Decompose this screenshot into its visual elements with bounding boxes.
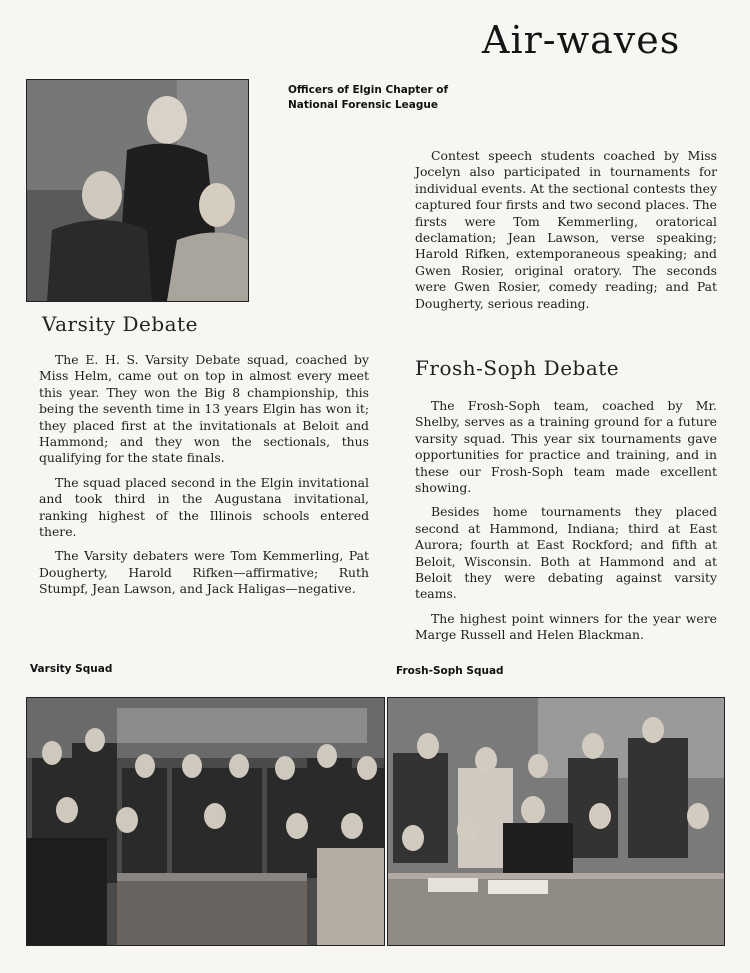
frosh-paragraph: The Frosh-Soph team, coached by Mr. Shelby, serves as a training ground for a future varsity squad. This year six tournaments gave opportunities for practice and training, and in these our Frosh-Soph team made excellent showing. (415, 398, 717, 496)
varsity-paragraph: The E. H. S. Varsity Debate squad, coached by Miss Helm, came out on top in almost every meet this year. They won the Big 8 championship, this being the seventh time in 13 years Elgin has won it; they placed first at the invitationals at Beloit and Hammond; and they won the sectionals, thus qualifying for the state finals. (39, 352, 369, 466)
officers-caption-line: National Forensic League (288, 99, 438, 111)
varsity-squad-caption: Varsity Squad (30, 663, 113, 675)
contest-speech-text (415, 148, 717, 320)
officers-photo (26, 79, 249, 302)
varsity-squad-photo (26, 697, 385, 946)
page-title: Air-waves (482, 18, 681, 62)
officers-caption (288, 83, 448, 113)
varsity-debate-text (39, 352, 369, 606)
frosh-soph-squad-photo (387, 697, 725, 946)
varsity-debate-heading: Varsity Debate (42, 312, 198, 336)
frosh-paragraph: Besides home tournaments they placed second at Hammond, Indiana; third at East Aurora; fourth at East Rockford; and fifth at Beloit, Wisconsin. Both at Hammond and at Beloit they were debating against varsity teams. (415, 504, 717, 602)
frosh-soph-debate-heading: Frosh-Soph Debate (415, 356, 620, 380)
frosh-soph-debate-text (415, 398, 717, 652)
contest-paragraph: Contest speech students coached by Miss Jocelyn also participated in tournaments for individual events. At the sectional contests they captured four firsts and two second places. The firsts were Tom Kemmerling, oratorical declamation; Jean Lawson, verse speaking; Harold Rifken, extemporaneous speaking; and Gwen Rosier, original oratory. The seconds were Gwen Rosier, comedy reading; and Pat Dougherty, serious reading. (415, 148, 717, 311)
varsity-paragraph: The Varsity debaters were Tom Kemmerling, Pat Dougherty, Harold Rifken—affirmative; Ruth Stumpf, Jean Lawson, and Jack Haligas—negative. (39, 548, 369, 597)
officers-caption-line: Officers of Elgin Chapter of (288, 84, 449, 96)
varsity-paragraph: The squad placed second in the Elgin invitational and took third in the Augustana invitational, ranking highest of the Illinois schools entered there. (39, 474, 369, 540)
frosh-paragraph: The highest point winners for the year were Marge Russell and Helen Blackman. (415, 610, 717, 643)
frosh-soph-squad-caption: Frosh-Soph Squad (396, 665, 504, 677)
